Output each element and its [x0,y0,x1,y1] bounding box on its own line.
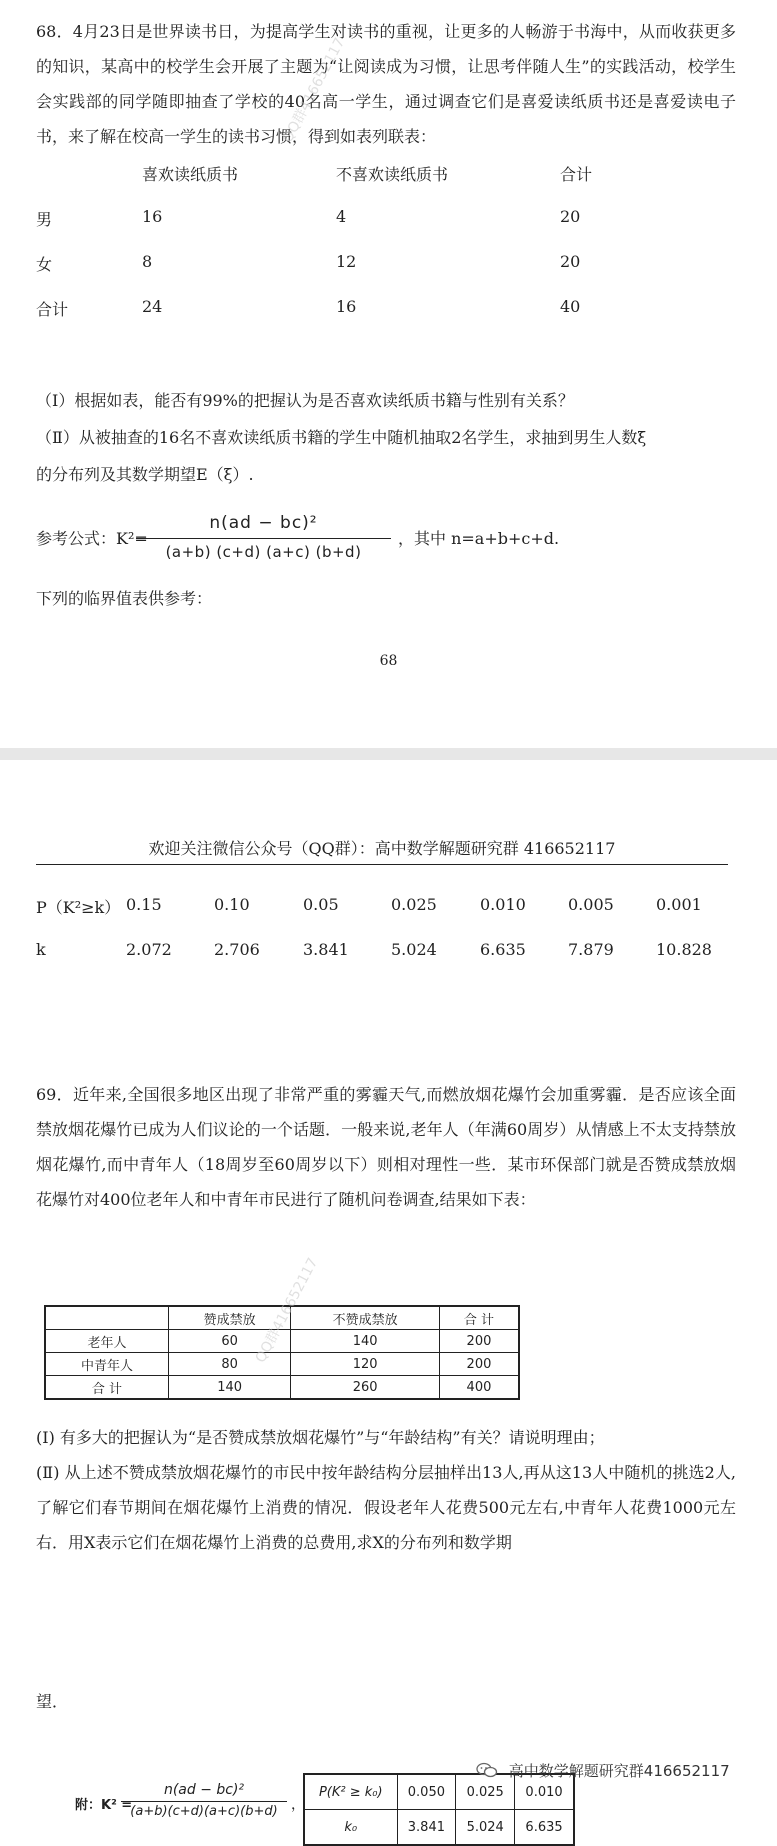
table-cell: 合计 [36,300,69,319]
reference-formula [36,510,636,570]
table-cell: 40 [560,297,581,316]
table-cell: 4 [336,207,347,226]
formula2-numerator: n(ad − bc)² [163,1782,245,1798]
table-cell: 0.010 [515,1774,574,1810]
reference-formula-2 [75,1780,305,1830]
table-cell: 6.635 [515,1810,574,1846]
formula2-denominator: (a+b)(c+d)(a+c)(b+d) [130,1804,278,1819]
table-cell: 中青年人 [45,1353,168,1376]
document-page-1 [0,0,777,748]
table-cell: 80 [168,1353,290,1376]
table-cell: 140 [291,1330,440,1353]
question-69-text: 69．近年来,全国很多地区出现了非常严重的雾霾天气,而燃放烟花爆竹会加重雾霾．是否应该全面禁放烟花爆竹已成为人们议论的一个话题．一般来说,老年人（年满60周岁）从情感上不太支持禁放烟花爆竹,而中青年人（18周岁至60周岁以下）则相对理性一些．某市环保部门就是否赞成禁放烟花爆竹对400位老年人和中青年市民进行了随机问卷调查,结果如下表： [36,1085,736,1209]
formula-label: 参考公式：K²= [36,529,148,548]
fraction-bar [121,1801,287,1802]
critical-p-value: 0.010 [480,895,526,914]
critical-k-value: 7.879 [568,940,614,959]
document-page-2 [0,760,777,1835]
critical-p-value: 0.001 [656,895,702,914]
table-cell: 5.024 [456,1810,515,1846]
critical-k-value: 2.706 [214,940,260,959]
question-69-part-2: (Ⅱ) 从上述不赞成禁放烟花爆竹的市民中按年龄结构分层抽样出13人,再从这13人中随机的挑选2人,了解它们春节期间在烟花爆竹上消费的情况．假设老年人花费500元左右,中青年人花费1000元左右．用X表示它们在烟花爆竹上消费的总费用,求X的分布列和数学期 [36,1463,736,1552]
formula-denominator: (a+b) (c+d) (a+c) (b+d) [165,543,362,561]
table-row [45,1353,519,1376]
critical-k-value: 10.828 [656,940,712,959]
critical-p-label: P（K²≥k） [36,898,121,917]
table-cell: 0.025 [456,1774,515,1810]
table-header: 合计 [560,165,593,184]
table-cell: k₀ [304,1810,397,1846]
formula-fraction [136,510,391,563]
critical-k-value: 6.635 [480,940,526,959]
wechat-icon [476,1762,498,1778]
critical-value-table-2 [303,1773,575,1846]
table-cell: 20 [560,207,581,226]
page-separator [0,748,777,760]
footer-brand-text: 高中数学解题研究群416652117 [508,1762,730,1780]
table-cell: P(K² ≥ k₀) [304,1774,397,1810]
question-68-text: 68．4月23日是世界读书日，为提高学生对读书的重视，让更多的人畅游于书海中，从而收获更多的知识，某高中的校学生会开展了主题为“让阅读成为习惯，让思考伴随人生”的实践活动，校学生会实践部的同学随即抽查了学校的40名高一学生，通过调查它们是喜爱读纸质书还是喜爱读电子书，来了解在校高一学生的读书习惯，得到如表列联表： [36,22,736,146]
critical-p-value: 0.10 [214,895,250,914]
table-header [45,1306,168,1330]
watermark: QQ群416652117 [279,35,349,146]
question-69-ending: 望． [36,1692,69,1711]
table-cell: 120 [291,1353,440,1376]
question-69-part-1: (Ⅰ) 有多大的把握认为“是否赞成禁放烟花爆竹”与“年龄结构”有关？请说明理由； [36,1428,605,1447]
table-cell: 260 [291,1376,440,1400]
footer-brand [476,1760,730,1781]
page-number: 68 [379,653,398,669]
critical-k-label: k [36,940,46,959]
question-68-part-1: （Ⅰ）根据如表，能否有99%的把握认为是否喜欢读纸质书籍与性别有关系？ [36,391,574,410]
watermark: QQ群416652117 [252,1255,322,1366]
page-header: 欢迎关注微信公众号（QQ群）：高中数学解题研究群 416652117 [148,839,616,858]
table-cell: 老年人 [45,1330,168,1353]
formula2-fraction [121,1780,287,1821]
table-cell: 3.841 [397,1810,456,1846]
critical-k-value: 5.024 [391,940,437,959]
header-divider [36,864,728,865]
table-cell: 16 [142,207,163,226]
table-cell: 16 [336,297,357,316]
critical-table-intro: 下列的临界值表供参考： [36,589,213,608]
table-cell: 200 [439,1330,519,1353]
critical-p-value: 0.025 [391,895,437,914]
table-cell: 60 [168,1330,290,1353]
table-cell: 200 [439,1353,519,1376]
table-row [45,1376,519,1400]
critical-k-value: 3.841 [303,940,349,959]
formula-numerator: n(ad − bc)² [209,513,318,533]
fraction-bar [136,538,391,539]
table-cell: 12 [336,252,357,271]
table-cell: 20 [560,252,581,271]
critical-p-value: 0.005 [568,895,614,914]
table-cell: 8 [142,252,153,271]
table-cell: 0.050 [397,1774,456,1810]
table-header: 合 计 [439,1306,519,1330]
critical-k-value: 2.072 [126,940,172,959]
table-cell: 合 计 [45,1376,168,1400]
formula-note: ，其中 n=a+b+c+d. [398,529,560,548]
table-cell: 400 [439,1376,519,1400]
question-68-part-2-cont: 的分布列及其数学期望E（ξ）. [36,465,254,484]
table-header: 喜欢读纸质书 [142,165,239,184]
table-cell: 男 [36,210,53,229]
table-header: 不喜欢读纸质书 [336,165,449,184]
formula2-comma: ， [291,1797,305,1813]
table-header: 赞成禁放 [168,1306,290,1330]
table-row [304,1810,574,1846]
critical-p-value: 0.05 [303,895,339,914]
table-cell: 女 [36,255,53,274]
critical-p-value: 0.15 [126,895,162,914]
formula2-label: 附：K² = [75,1798,133,1813]
question-68-part-2: （Ⅱ）从被抽查的16名不喜欢读纸质书籍的学生中随机抽取2名学生，求抽到男生人数ξ [36,428,647,447]
table-cell: 24 [142,297,163,316]
table-cell: 140 [168,1376,290,1400]
table-header: 不赞成禁放 [291,1306,440,1330]
